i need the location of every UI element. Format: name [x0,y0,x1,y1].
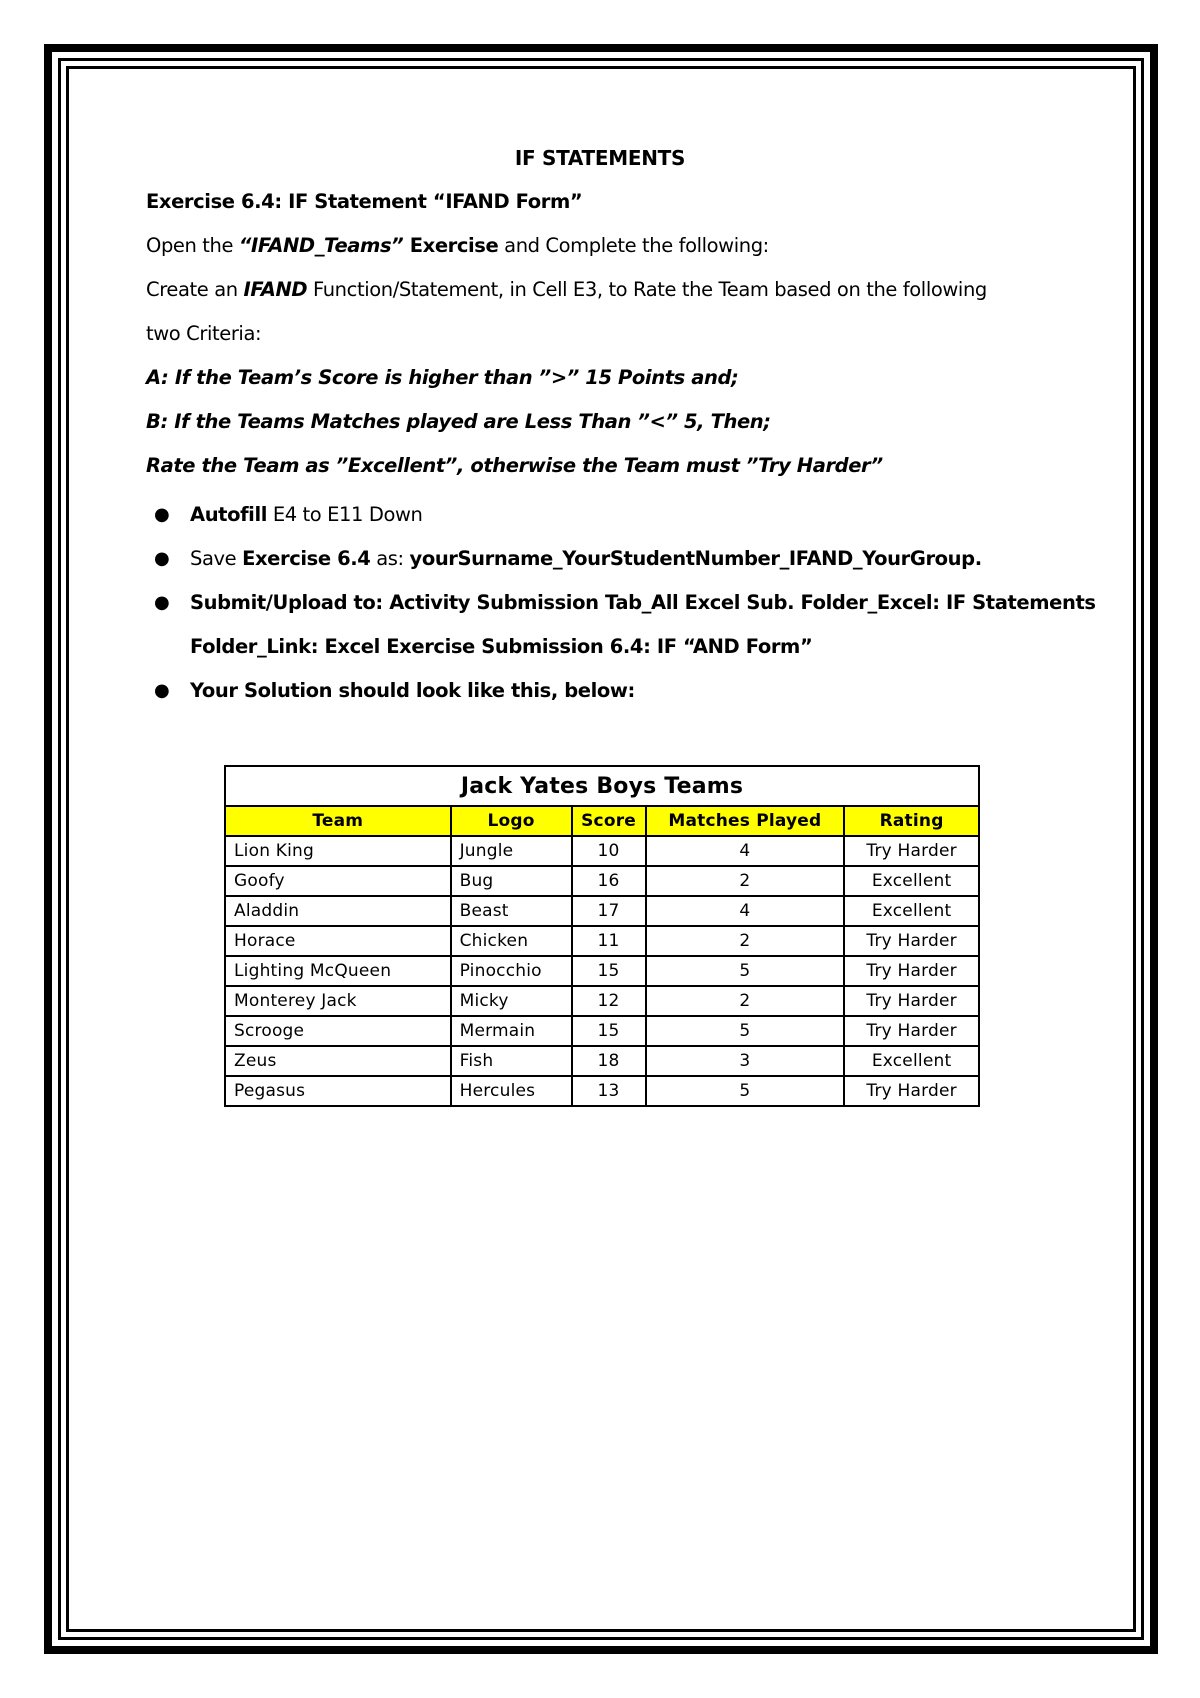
header-matches-played: Matches Played [646,806,845,836]
score-cell: 15 [572,1016,646,1046]
create-instruction [146,278,1106,322]
table-row [225,1046,979,1076]
table-caption-row [225,766,979,806]
matches-cell: 4 [646,836,845,866]
team-cell: Lighting McQueen [225,956,451,986]
table-caption: Jack Yates Boys Teams [225,766,979,806]
logo-cell: Beast [451,896,572,926]
table-row [225,926,979,956]
table-header-row [225,806,979,836]
table-row [225,1016,979,1046]
open-exercise-word: Exercise [403,234,499,257]
table-row [225,986,979,1016]
autofill-rest: E4 to E11 Down [267,503,423,526]
matches-cell: 2 [646,926,845,956]
bullet-icon: ● [154,548,170,569]
open-suffix: and Complete the following: [498,234,769,257]
rating-cell: Try Harder [844,956,979,986]
bullet-icon: ● [154,680,170,701]
team-cell: Horace [225,926,451,956]
save-exercise: Exercise 6.4 [242,547,371,570]
logo-cell: Mermain [451,1016,572,1046]
score-cell: 10 [572,836,646,866]
header-team: Team [225,806,451,836]
create-prefix: Create an [146,278,244,301]
rating-cell: Try Harder [844,836,979,866]
table-row [225,1076,979,1106]
bullet-save [146,547,1106,591]
save-filename: yourSurname_YourStudentNumber_IFAND_YourGroup. [409,547,982,570]
header-logo: Logo [451,806,572,836]
bullet-icon: ● [154,504,170,525]
table-body [225,836,979,1106]
save-prefix: Save [190,547,243,570]
header-score: Score [572,806,646,836]
logo-cell: Hercules [451,1076,572,1106]
rating-cell: Try Harder [844,1016,979,1046]
table-row [225,836,979,866]
criteria-b: B: If the Teams Matches played are Less Than ”<” 5, Then; [146,410,771,433]
submit-line-1: Submit/Upload to: Activity Submission Tab_All Excel Sub. Folder_Excel: IF Statements [190,591,1096,614]
logo-cell: Fish [451,1046,572,1076]
matches-cell: 5 [646,956,845,986]
table-row [225,866,979,896]
logo-cell: Chicken [451,926,572,956]
table-row [225,956,979,986]
score-cell: 13 [572,1076,646,1106]
matches-cell: 5 [646,1076,845,1106]
bullet-solution [146,679,1106,723]
page-title: IF STATEMENTS [514,146,686,170]
score-cell: 16 [572,866,646,896]
score-cell: 17 [572,896,646,926]
score-cell: 18 [572,1046,646,1076]
save-as: as: [370,547,410,570]
rate-instruction: Rate the Team as ”Excellent”, otherwise the Team must ”Try Harder” [146,454,883,477]
logo-cell: Jungle [451,836,572,866]
teams-table [224,765,980,1107]
open-instruction [146,234,1106,278]
score-cell: 12 [572,986,646,1016]
matches-cell: 2 [646,866,845,896]
team-cell: Zeus [225,1046,451,1076]
bullet-submit [146,591,1106,635]
team-cell: Pegasus [225,1076,451,1106]
bullet-submit-continued [146,635,1106,679]
exercise-title: Exercise 6.4: IF Statement “IFAND Form” [146,190,583,213]
instructions-block [146,190,1106,498]
logo-cell: Micky [451,986,572,1016]
team-cell: Lion King [225,836,451,866]
rating-cell: Excellent [844,896,979,926]
matches-cell: 3 [646,1046,845,1076]
matches-cell: 2 [646,986,845,1016]
matches-cell: 5 [646,1016,845,1046]
rating-cell: Excellent [844,1046,979,1076]
matches-cell: 4 [646,896,845,926]
bullet-autofill [146,503,1106,547]
rating-cell: Excellent [844,866,979,896]
rating-cell: Try Harder [844,926,979,956]
team-cell: Aladdin [225,896,451,926]
create-ifand: IFAND [243,278,308,301]
logo-cell: Bug [451,866,572,896]
open-file-name: “IFAND_Teams” [238,234,404,257]
team-cell: Monterey Jack [225,986,451,1016]
submit-line-2: Folder_Link: Excel Exercise Submission 6.4: IF “AND Form” [190,635,813,658]
autofill-bold: Autofill [190,503,268,526]
create-instruction-line2: two Criteria: [146,322,262,345]
rating-cell: Try Harder [844,1076,979,1106]
bullet-list [146,503,1106,723]
open-prefix: Open the [146,234,239,257]
criteria-a: A: If the Team’s Score is higher than ”>” 15 Points and; [146,366,739,389]
create-suffix: Function/Statement, in Cell E3, to Rate the Team based on the following [307,278,987,301]
score-cell: 15 [572,956,646,986]
bullet-icon: ● [154,592,170,613]
score-cell: 11 [572,926,646,956]
logo-cell: Pinocchio [451,956,572,986]
rating-cell: Try Harder [844,986,979,1016]
header-rating: Rating [844,806,979,836]
team-cell: Scrooge [225,1016,451,1046]
solution-text: Your Solution should look like this, below: [190,679,635,702]
team-cell: Goofy [225,866,451,896]
table-row [225,896,979,926]
